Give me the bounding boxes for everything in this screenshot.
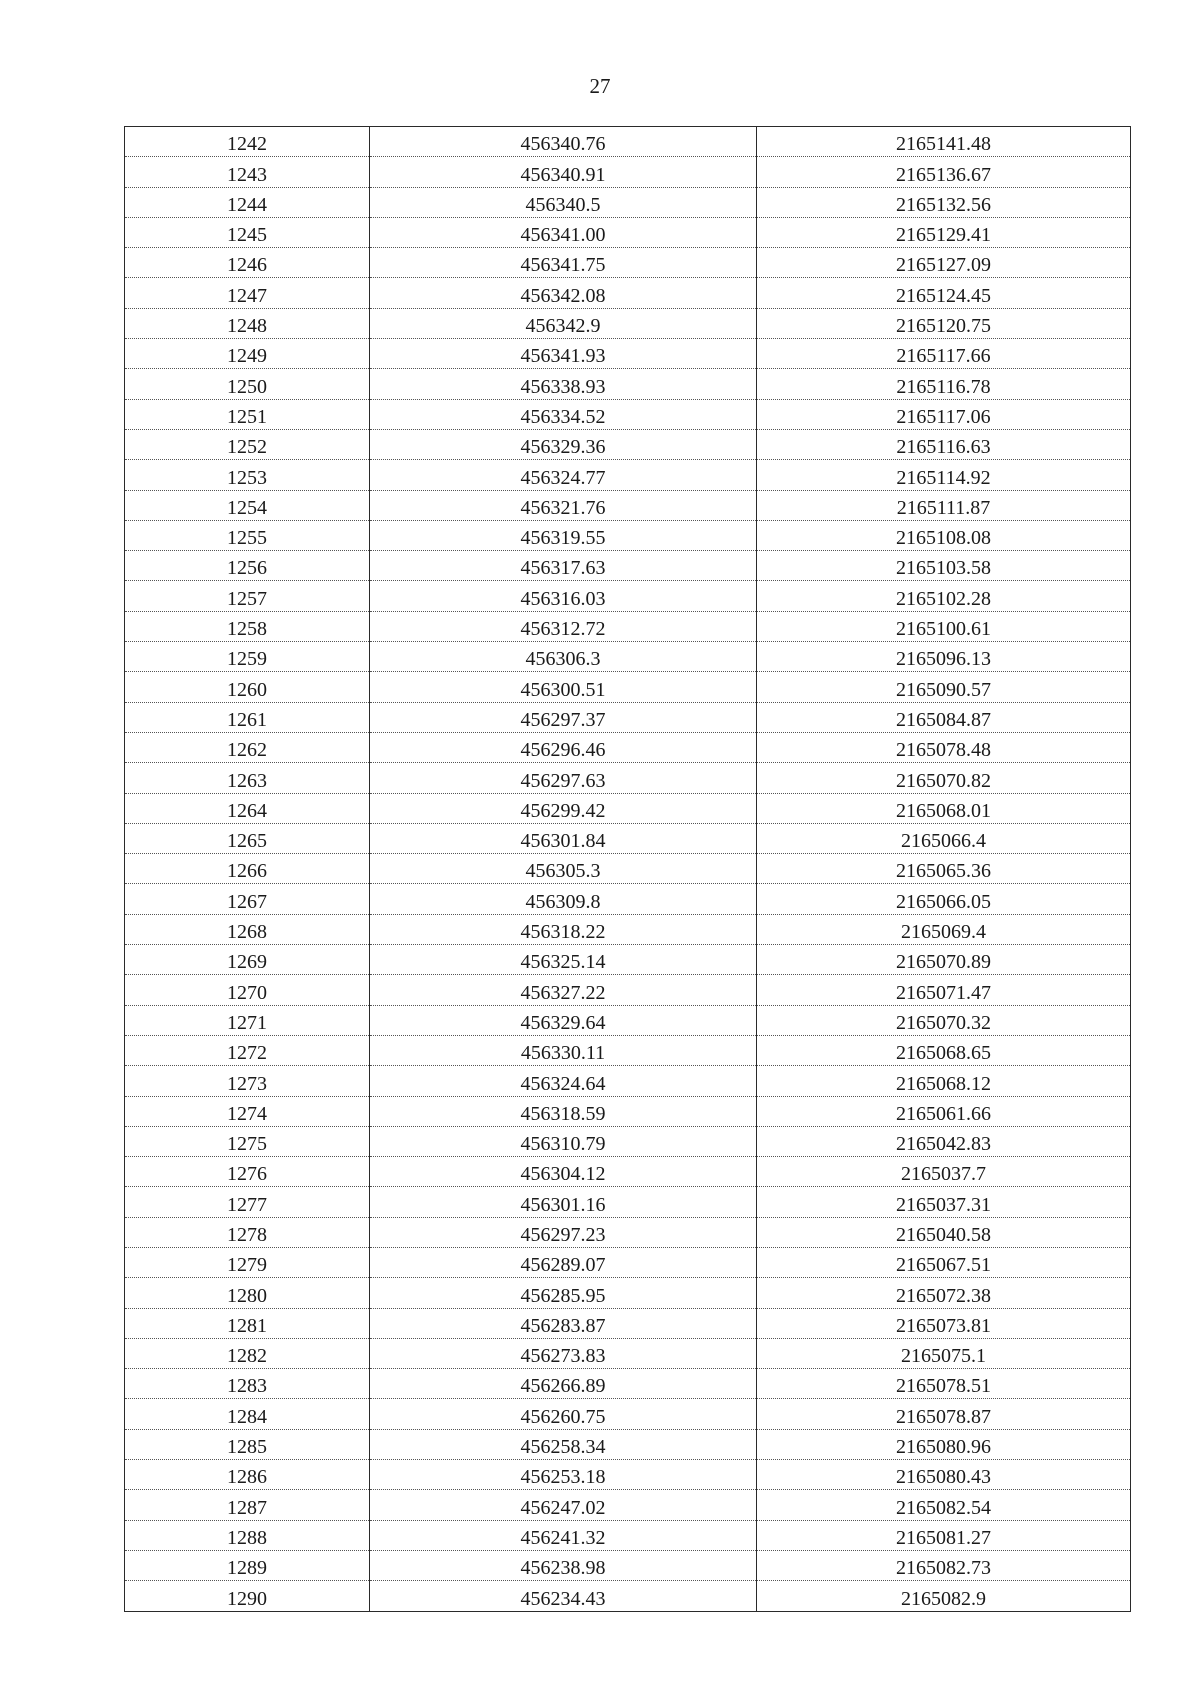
y-coordinate-cell: 2165117.66 (757, 339, 1131, 369)
y-coordinate-cell: 2165084.87 (757, 702, 1131, 732)
y-coordinate-cell: 2165067.51 (757, 1247, 1131, 1277)
table-row (125, 672, 1131, 702)
x-coordinate-cell: 456266.89 (370, 1369, 757, 1399)
y-coordinate-cell: 2165117.06 (757, 399, 1131, 429)
table-row (125, 1247, 1131, 1277)
table-row (125, 793, 1131, 823)
x-coordinate-cell: 456321.76 (370, 490, 757, 520)
x-coordinate-cell: 456285.95 (370, 1278, 757, 1308)
y-coordinate-cell: 2165037.7 (757, 1157, 1131, 1187)
table-row (125, 308, 1131, 338)
x-coordinate-cell: 456301.16 (370, 1187, 757, 1217)
table-row (125, 278, 1131, 308)
x-coordinate-cell: 456327.22 (370, 975, 757, 1005)
point-number-cell: 1288 (125, 1520, 370, 1550)
table-row (125, 551, 1131, 581)
x-coordinate-cell: 456273.83 (370, 1338, 757, 1368)
x-coordinate-cell: 456297.63 (370, 763, 757, 793)
table-row (125, 187, 1131, 217)
point-number-cell: 1272 (125, 1035, 370, 1065)
x-coordinate-cell: 456300.51 (370, 672, 757, 702)
point-number-cell: 1262 (125, 732, 370, 762)
y-coordinate-cell: 2165040.58 (757, 1217, 1131, 1247)
y-coordinate-cell: 2165096.13 (757, 642, 1131, 672)
table-row (125, 1278, 1131, 1308)
y-coordinate-cell: 2165066.4 (757, 823, 1131, 853)
point-number-cell: 1244 (125, 187, 370, 217)
x-coordinate-cell: 456317.63 (370, 551, 757, 581)
table-row (125, 702, 1131, 732)
table-row (125, 369, 1131, 399)
y-coordinate-cell: 2165082.73 (757, 1550, 1131, 1580)
table-row (125, 1096, 1131, 1126)
point-number-cell: 1268 (125, 914, 370, 944)
table-row (125, 1217, 1131, 1247)
point-number-cell: 1283 (125, 1369, 370, 1399)
point-number-cell: 1260 (125, 672, 370, 702)
y-coordinate-cell: 2165073.81 (757, 1308, 1131, 1338)
y-coordinate-cell: 2165071.47 (757, 975, 1131, 1005)
y-coordinate-cell: 2165082.54 (757, 1490, 1131, 1520)
table-row (125, 642, 1131, 672)
point-number-cell: 1248 (125, 308, 370, 338)
point-number-cell: 1256 (125, 551, 370, 581)
table-row (125, 884, 1131, 914)
table-row (125, 157, 1131, 187)
table-row (125, 945, 1131, 975)
point-number-cell: 1282 (125, 1338, 370, 1368)
point-number-cell: 1281 (125, 1308, 370, 1338)
y-coordinate-cell: 2165042.83 (757, 1126, 1131, 1156)
table-row (125, 763, 1131, 793)
table-row (125, 217, 1131, 247)
table-row (125, 1520, 1131, 1550)
y-coordinate-cell: 2165136.67 (757, 157, 1131, 187)
point-number-cell: 1265 (125, 823, 370, 853)
y-coordinate-cell: 2165124.45 (757, 278, 1131, 308)
point-number-cell: 1286 (125, 1460, 370, 1490)
y-coordinate-cell: 2165090.57 (757, 672, 1131, 702)
point-number-cell: 1245 (125, 217, 370, 247)
x-coordinate-cell: 456324.64 (370, 1066, 757, 1096)
point-number-cell: 1247 (125, 278, 370, 308)
point-number-cell: 1274 (125, 1096, 370, 1126)
x-coordinate-cell: 456253.18 (370, 1460, 757, 1490)
x-coordinate-cell: 456289.07 (370, 1247, 757, 1277)
point-number-cell: 1254 (125, 490, 370, 520)
x-coordinate-cell: 456297.37 (370, 702, 757, 732)
x-coordinate-cell: 456341.00 (370, 217, 757, 247)
x-coordinate-cell: 456297.23 (370, 1217, 757, 1247)
table-row (125, 1399, 1131, 1429)
table-row (125, 914, 1131, 944)
point-number-cell: 1267 (125, 884, 370, 914)
x-coordinate-cell: 456260.75 (370, 1399, 757, 1429)
table-body (125, 127, 1131, 1612)
x-coordinate-cell: 456329.64 (370, 1005, 757, 1035)
x-coordinate-cell: 456340.76 (370, 127, 757, 157)
y-coordinate-cell: 2165103.58 (757, 551, 1131, 581)
point-number-cell: 1243 (125, 157, 370, 187)
point-number-cell: 1255 (125, 520, 370, 550)
y-coordinate-cell: 2165037.31 (757, 1187, 1131, 1217)
y-coordinate-cell: 2165068.12 (757, 1066, 1131, 1096)
x-coordinate-cell: 456340.5 (370, 187, 757, 217)
y-coordinate-cell: 2165141.48 (757, 127, 1131, 157)
x-coordinate-cell: 456330.11 (370, 1035, 757, 1065)
table-row (125, 1308, 1131, 1338)
table-row (125, 1035, 1131, 1065)
point-number-cell: 1285 (125, 1429, 370, 1459)
point-number-cell: 1250 (125, 369, 370, 399)
table-row (125, 339, 1131, 369)
point-number-cell: 1258 (125, 611, 370, 641)
table-row (125, 490, 1131, 520)
x-coordinate-cell: 456241.32 (370, 1520, 757, 1550)
table-row (125, 127, 1131, 157)
table-row (125, 1187, 1131, 1217)
x-coordinate-cell: 456309.8 (370, 884, 757, 914)
table-row (125, 520, 1131, 550)
y-coordinate-cell: 2165070.89 (757, 945, 1131, 975)
x-coordinate-cell: 456247.02 (370, 1490, 757, 1520)
y-coordinate-cell: 2165066.05 (757, 884, 1131, 914)
x-coordinate-cell: 456310.79 (370, 1126, 757, 1156)
table-row (125, 1460, 1131, 1490)
x-coordinate-cell: 456341.93 (370, 339, 757, 369)
y-coordinate-cell: 2165078.87 (757, 1399, 1131, 1429)
x-coordinate-cell: 456329.36 (370, 429, 757, 459)
x-coordinate-cell: 456312.72 (370, 611, 757, 641)
x-coordinate-cell: 456234.43 (370, 1581, 757, 1611)
point-number-cell: 1290 (125, 1581, 370, 1611)
table-row (125, 823, 1131, 853)
y-coordinate-cell: 2165114.92 (757, 460, 1131, 490)
y-coordinate-cell: 2165082.9 (757, 1581, 1131, 1611)
y-coordinate-cell: 2165081.27 (757, 1520, 1131, 1550)
point-number-cell: 1251 (125, 399, 370, 429)
point-number-cell: 1259 (125, 642, 370, 672)
y-coordinate-cell: 2165127.09 (757, 248, 1131, 278)
table-row (125, 975, 1131, 1005)
y-coordinate-cell: 2165070.82 (757, 763, 1131, 793)
table-row (125, 1490, 1131, 1520)
table-row (125, 611, 1131, 641)
y-coordinate-cell: 2165078.48 (757, 732, 1131, 762)
table-row (125, 854, 1131, 884)
x-coordinate-cell: 456305.3 (370, 854, 757, 884)
x-coordinate-cell: 456306.3 (370, 642, 757, 672)
point-number-cell: 1278 (125, 1217, 370, 1247)
x-coordinate-cell: 456318.59 (370, 1096, 757, 1126)
coordinates-table (124, 126, 1131, 1612)
table-row (125, 1005, 1131, 1035)
x-coordinate-cell: 456340.91 (370, 157, 757, 187)
point-number-cell: 1284 (125, 1399, 370, 1429)
y-coordinate-cell: 2165132.56 (757, 187, 1131, 217)
x-coordinate-cell: 456341.75 (370, 248, 757, 278)
y-coordinate-cell: 2165108.08 (757, 520, 1131, 550)
point-number-cell: 1263 (125, 763, 370, 793)
y-coordinate-cell: 2165116.63 (757, 429, 1131, 459)
y-coordinate-cell: 2165129.41 (757, 217, 1131, 247)
table-row (125, 460, 1131, 490)
x-coordinate-cell: 456319.55 (370, 520, 757, 550)
x-coordinate-cell: 456325.14 (370, 945, 757, 975)
point-number-cell: 1257 (125, 581, 370, 611)
x-coordinate-cell: 456301.84 (370, 823, 757, 853)
table-row (125, 248, 1131, 278)
x-coordinate-cell: 456324.77 (370, 460, 757, 490)
x-coordinate-cell: 456238.98 (370, 1550, 757, 1580)
x-coordinate-cell: 456299.42 (370, 793, 757, 823)
y-coordinate-cell: 2165120.75 (757, 308, 1131, 338)
x-coordinate-cell: 456338.93 (370, 369, 757, 399)
point-number-cell: 1270 (125, 975, 370, 1005)
point-number-cell: 1269 (125, 945, 370, 975)
x-coordinate-cell: 456258.34 (370, 1429, 757, 1459)
point-number-cell: 1289 (125, 1550, 370, 1580)
y-coordinate-cell: 2165068.65 (757, 1035, 1131, 1065)
point-number-cell: 1275 (125, 1126, 370, 1156)
table-row (125, 732, 1131, 762)
point-number-cell: 1266 (125, 854, 370, 884)
point-number-cell: 1261 (125, 702, 370, 732)
y-coordinate-cell: 2165080.96 (757, 1429, 1131, 1459)
x-coordinate-cell: 456334.52 (370, 399, 757, 429)
table-row (125, 1126, 1131, 1156)
y-coordinate-cell: 2165065.36 (757, 854, 1131, 884)
point-number-cell: 1279 (125, 1247, 370, 1277)
y-coordinate-cell: 2165070.32 (757, 1005, 1131, 1035)
y-coordinate-cell: 2165068.01 (757, 793, 1131, 823)
table-row (125, 429, 1131, 459)
point-number-cell: 1242 (125, 127, 370, 157)
y-coordinate-cell: 2165072.38 (757, 1278, 1131, 1308)
x-coordinate-cell: 456296.46 (370, 732, 757, 762)
y-coordinate-cell: 2165100.61 (757, 611, 1131, 641)
point-number-cell: 1276 (125, 1157, 370, 1187)
y-coordinate-cell: 2165075.1 (757, 1338, 1131, 1368)
x-coordinate-cell: 456304.12 (370, 1157, 757, 1187)
y-coordinate-cell: 2165080.43 (757, 1460, 1131, 1490)
y-coordinate-cell: 2165069.4 (757, 914, 1131, 944)
table-row (125, 1550, 1131, 1580)
table-row (125, 581, 1131, 611)
x-coordinate-cell: 456342.9 (370, 308, 757, 338)
x-coordinate-cell: 456342.08 (370, 278, 757, 308)
table-row (125, 1338, 1131, 1368)
point-number-cell: 1277 (125, 1187, 370, 1217)
point-number-cell: 1253 (125, 460, 370, 490)
y-coordinate-cell: 2165061.66 (757, 1096, 1131, 1126)
y-coordinate-cell: 2165102.28 (757, 581, 1131, 611)
table-row (125, 1066, 1131, 1096)
x-coordinate-cell: 456318.22 (370, 914, 757, 944)
table-row (125, 1429, 1131, 1459)
point-number-cell: 1252 (125, 429, 370, 459)
page-number: 27 (589, 74, 611, 98)
table-row (125, 1581, 1131, 1611)
y-coordinate-cell: 2165111.87 (757, 490, 1131, 520)
y-coordinate-cell: 2165078.51 (757, 1369, 1131, 1399)
y-coordinate-cell: 2165116.78 (757, 369, 1131, 399)
x-coordinate-cell: 456283.87 (370, 1308, 757, 1338)
point-number-cell: 1246 (125, 248, 370, 278)
table-row (125, 399, 1131, 429)
table-row (125, 1157, 1131, 1187)
point-number-cell: 1273 (125, 1066, 370, 1096)
point-number-cell: 1271 (125, 1005, 370, 1035)
point-number-cell: 1264 (125, 793, 370, 823)
point-number-cell: 1287 (125, 1490, 370, 1520)
point-number-cell: 1249 (125, 339, 370, 369)
table-row (125, 1369, 1131, 1399)
point-number-cell: 1280 (125, 1278, 370, 1308)
x-coordinate-cell: 456316.03 (370, 581, 757, 611)
